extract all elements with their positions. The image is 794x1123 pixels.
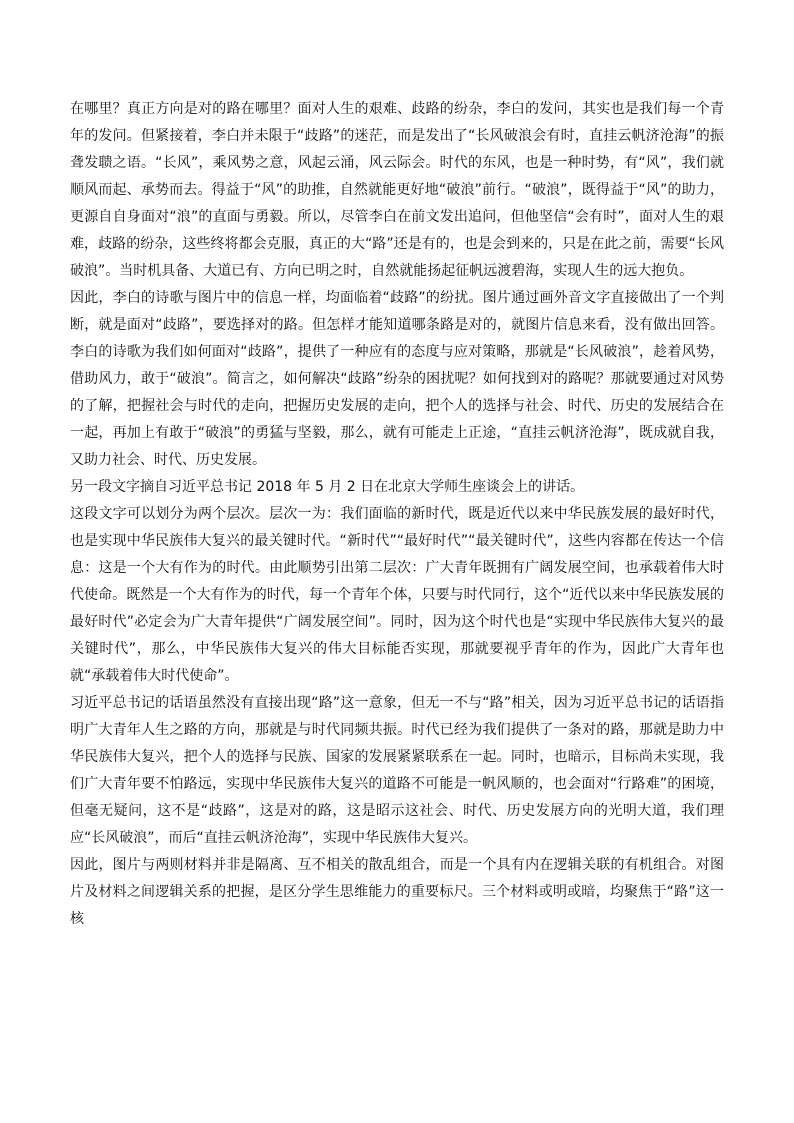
body-paragraph-3: 另一段文字摘自习近平总书记 2018 年 5 月 2 日在北京大学师生座谈会上的讲话。 — [70, 479, 585, 495]
document-page — [70, 96, 724, 933]
body-paragraph-4: 这段文字可以划分为两个层次。层次一为：我们面临的新时代，既是近代以来中华民族发展的最好时代，也是实现中华民族伟大复兴的最关键时代。“新时代”“最好时代”“最关键时代”，这些内容都在传达一个信息：这是一个大有作为的时代。由此顺势引出第二层次：广大青年既拥有广阔发展空间，也承载着伟大时代使命。既然是一个大有作为的时代，每一个青年个体，只要与时代同行，这个“近代以来中华民族发展的最好时代”必定会为广大青年提供“广阔发展空间”。同时，因为这个时代也是“实现中华民族伟大复兴的最关键时代”，那么，中华民族伟大复兴的伟大目标能否实现，那就要视乎青年的作为，因此广大青年也就“承载着伟大时代使命”。 — [70, 506, 724, 684]
body-paragraph-1: 在哪里？真正方向是对的路在哪里？面对人生的艰难、歧路的纷杂，李白的发问，其实也是我们每一个青年的发问。但紧接着，李白并未限于“歧路”的迷茫，而是发出了“长风破浪会有时，直挂云帆济沧海”的振聋发聩之语。“长风”，乘风势之意，风起云涌，风云际会。时代的东风，也是一种时势，有“风”，我们就顺风而起、承势而去。得益于“风”的助推，自然就能更好地“破浪”前行。“破浪”，既得益于“风”的助力，更源自自身面对“浪”的直面与勇毅。所以，尽管李白在前文发出追问，但他坚信“会有时”，面对人生的艰难，歧路的纷杂，这些终将都会克服，真正的大“路”还是有的，也是会到来的，只是在此之前，需要“长风破浪”。当时机具备、大道已有、方向已明之时，自然就能扬起征帆远渡碧海，实现人生的远大抱负。 — [70, 101, 724, 279]
body-paragraph-6: 因此，图片与两则材料并非是隔离、互不相关的散乱组合，而是一个具有内在逻辑关联的有机组合。对图片及材料之间逻辑关系的把握，是区分学生思维能力的重要标尺。三个材料或明或暗，均聚焦于“路”这一核 — [70, 857, 724, 927]
body-paragraph-5: 习近平总书记的话语虽然没有直接出现“路”这一意象，但无一不与“路”相关，因为习近平总书记的话语指明广大青年人生之路的方向，那就是与时代同频共振。时代已经为我们提供了一条对的路，那就是助力中华民族伟大复兴，把个人的选择与民族、国家的发展紧紧联系在一起。同时，也暗示，目标尚未实现，我们广大青年要不怕路远，实现中华民族伟大复兴的道路不可能是一帆风顺的，也会面对“行路难”的困境，但毫无疑问，这不是“歧路”，这是对的路，这是昭示这社会、时代、历史发展方向的光明大道，我们理应“长风破浪”，而后“直挂云帆济沧海”，实现中华民族伟大复兴。 — [70, 695, 724, 846]
body-paragraph-2: 因此，李白的诗歌与图片中的信息一样，均面临着“歧路”的纷扰。图片通过画外音文字直接做出了一个判断，就是面对“歧路”，要选择对的路。但怎样才能知道哪条路是对的，就图片信息来看，没有做出回答。李白的诗歌为我们如何面对“歧路”，提供了一种应有的态度与应对策略，那就是“长风破浪”，趁着风势，借助风力，敢于“破浪”。简言之，如何解决“歧路”纷杂的困扰呢？如何找到对的路呢？那就要通过对风势的了解，把握社会与时代的走向，把握历史发展的走向，把个人的选择与社会、时代、历史的发展结合在一起，再加上有敢于“破浪”的勇猛与坚毅，那么，就有可能走上正途，“直挂云帆济沧海”，既成就自我，又助力社会、时代、历史发展。 — [70, 290, 724, 468]
